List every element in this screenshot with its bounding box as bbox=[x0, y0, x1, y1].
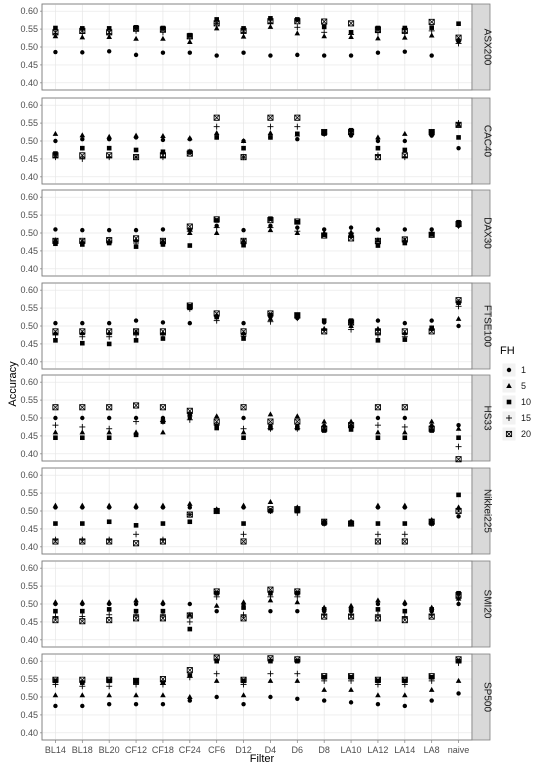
y-tick-label: 0.55 bbox=[20, 488, 38, 499]
y-tick-label: 0.60 bbox=[20, 6, 38, 17]
x-tick-label: LA12 bbox=[367, 745, 389, 755]
data-point bbox=[107, 342, 112, 347]
y-tick-label: 0.40 bbox=[20, 171, 38, 182]
x-tick-label: CF6 bbox=[208, 745, 226, 755]
x-tick-label: CF12 bbox=[125, 745, 148, 755]
y-tick-label: 0.50 bbox=[20, 692, 38, 702]
data-point bbox=[429, 698, 433, 702]
data-point bbox=[376, 227, 380, 231]
data-point bbox=[456, 691, 460, 695]
data-point bbox=[241, 228, 245, 232]
data-point bbox=[268, 135, 273, 140]
x-tick-label: BL18 bbox=[71, 745, 93, 755]
y-tick-label: 0.45 bbox=[20, 616, 38, 627]
legend-label: 15 bbox=[521, 413, 532, 423]
data-point bbox=[80, 521, 85, 526]
y-tick-label: 0.45 bbox=[20, 709, 38, 720]
data-point bbox=[349, 700, 353, 704]
data-point bbox=[134, 228, 138, 232]
data-point bbox=[53, 50, 57, 54]
y-tick-label: 0.40 bbox=[20, 263, 38, 274]
data-point bbox=[349, 53, 353, 57]
data-point bbox=[80, 137, 84, 141]
data-point bbox=[53, 521, 58, 526]
panel-cac40 bbox=[20, 98, 492, 184]
data-point bbox=[403, 609, 408, 614]
data-point bbox=[107, 702, 111, 706]
data-point bbox=[241, 435, 246, 440]
data-point bbox=[107, 146, 112, 151]
data-point bbox=[53, 704, 57, 708]
y-tick-label: 0.60 bbox=[20, 285, 38, 296]
data-point bbox=[80, 321, 84, 325]
data-point bbox=[376, 435, 381, 440]
x-tick-label: D12 bbox=[235, 745, 252, 755]
x-tick-label: D6 bbox=[291, 745, 304, 755]
data-point bbox=[403, 704, 407, 708]
data-point bbox=[241, 416, 245, 420]
legend-marker bbox=[507, 400, 512, 405]
data-point bbox=[53, 338, 58, 343]
y-tick-label: 0.60 bbox=[20, 656, 38, 667]
data-point bbox=[161, 51, 165, 55]
x-tick-label: LA10 bbox=[340, 745, 362, 755]
strip-label: ASX200 bbox=[481, 28, 493, 66]
y-tick-label: 0.45 bbox=[20, 245, 38, 256]
y-tick-label: 0.50 bbox=[20, 413, 38, 423]
panel-hs33 bbox=[20, 375, 492, 462]
data-point bbox=[403, 416, 407, 420]
strip-label: Nikkei225 bbox=[481, 489, 493, 533]
strip-label: SMI20 bbox=[481, 589, 493, 619]
legend-entry-10 bbox=[502, 395, 531, 409]
data-point bbox=[429, 318, 433, 322]
data-point bbox=[403, 148, 408, 153]
y-tick-label: 0.60 bbox=[20, 470, 38, 481]
data-point bbox=[322, 53, 326, 57]
data-point bbox=[214, 53, 218, 57]
y-tick-label: 0.40 bbox=[20, 634, 38, 645]
data-point bbox=[107, 228, 111, 232]
data-point bbox=[322, 318, 327, 323]
data-point bbox=[241, 605, 246, 610]
y-tick-label: 0.45 bbox=[20, 338, 38, 349]
legend-label: 1 bbox=[521, 365, 527, 375]
data-point bbox=[134, 148, 139, 153]
y-tick-label: 0.60 bbox=[20, 563, 38, 574]
y-tick-label: 0.40 bbox=[20, 77, 38, 88]
y-tick-label: 0.55 bbox=[20, 581, 38, 592]
data-point bbox=[53, 435, 58, 440]
y-tick-label: 0.50 bbox=[20, 42, 38, 52]
x-tick-label: LA14 bbox=[394, 745, 416, 755]
data-point bbox=[107, 321, 111, 325]
y-tick-label: 0.50 bbox=[20, 599, 38, 609]
data-point bbox=[403, 321, 407, 325]
data-point bbox=[161, 521, 166, 526]
x-tick-label: BL14 bbox=[44, 745, 66, 755]
legend-entry-15 bbox=[502, 411, 531, 425]
data-point bbox=[429, 607, 434, 612]
panel-dax30 bbox=[20, 190, 492, 276]
data-point bbox=[376, 607, 381, 612]
data-point bbox=[188, 51, 192, 55]
data-point bbox=[214, 609, 218, 613]
x-tick-label: D8 bbox=[318, 745, 330, 755]
data-point bbox=[161, 227, 165, 231]
data-point bbox=[456, 21, 461, 26]
y-tick-label: 0.50 bbox=[20, 321, 38, 331]
data-point bbox=[80, 50, 84, 54]
y-tick-label: 0.50 bbox=[20, 228, 38, 238]
legend-label: 20 bbox=[521, 429, 532, 439]
data-point bbox=[107, 416, 111, 420]
data-point bbox=[268, 53, 272, 57]
data-point bbox=[188, 243, 193, 248]
y-tick-label: 0.60 bbox=[20, 192, 38, 203]
x-tick-label: naive bbox=[447, 745, 470, 755]
data-point bbox=[429, 53, 433, 57]
x-tick-label: BL20 bbox=[98, 745, 120, 755]
legend bbox=[500, 345, 531, 441]
legend-label: 10 bbox=[521, 397, 532, 407]
data-point bbox=[322, 698, 326, 702]
data-point bbox=[376, 521, 381, 526]
data-point bbox=[161, 138, 165, 142]
data-point bbox=[188, 321, 192, 325]
data-point bbox=[134, 318, 138, 322]
y-axis-title: Accuracy bbox=[7, 361, 19, 407]
y-tick-label: 0.60 bbox=[20, 100, 38, 111]
y-tick-label: 0.45 bbox=[20, 430, 38, 441]
y-tick-label: 0.55 bbox=[20, 118, 38, 129]
data-point bbox=[241, 702, 245, 706]
data-point bbox=[376, 602, 380, 606]
y-tick-label: 0.40 bbox=[20, 727, 38, 738]
data-point bbox=[456, 146, 460, 150]
strip-label: DAX30 bbox=[481, 217, 493, 249]
data-point bbox=[241, 146, 246, 151]
data-point bbox=[241, 521, 246, 526]
x-tick-label: D4 bbox=[264, 745, 277, 755]
data-point bbox=[376, 338, 381, 343]
data-point bbox=[80, 146, 85, 151]
data-point bbox=[134, 702, 138, 706]
data-point bbox=[214, 695, 218, 699]
strip-label: CAC40 bbox=[481, 124, 493, 158]
strip-label: HS33 bbox=[481, 405, 493, 431]
data-point bbox=[241, 51, 245, 55]
data-point bbox=[80, 609, 85, 614]
x-axis-title: Filter bbox=[249, 753, 275, 765]
data-point bbox=[376, 702, 380, 706]
data-point bbox=[456, 514, 460, 518]
y-tick-label: 0.55 bbox=[20, 395, 38, 406]
data-point bbox=[456, 493, 461, 498]
data-point bbox=[268, 695, 272, 699]
data-point bbox=[134, 338, 139, 343]
data-point bbox=[376, 318, 380, 322]
data-point bbox=[134, 53, 138, 57]
data-point bbox=[268, 609, 272, 613]
y-tick-label: 0.55 bbox=[20, 303, 38, 314]
legend-title: FH bbox=[500, 345, 515, 357]
legend-entry-5 bbox=[502, 379, 526, 393]
data-point bbox=[403, 435, 408, 440]
x-tick-label: CF24 bbox=[178, 745, 201, 755]
panel-ftse100 bbox=[20, 283, 492, 369]
data-point bbox=[456, 324, 460, 328]
data-point bbox=[349, 225, 353, 229]
strip-label: SP500 bbox=[481, 681, 493, 713]
y-tick-label: 0.45 bbox=[20, 523, 38, 534]
y-tick-label: 0.60 bbox=[20, 377, 38, 388]
data-point bbox=[456, 602, 460, 606]
data-point bbox=[53, 321, 57, 325]
data-point bbox=[241, 321, 245, 325]
data-point bbox=[161, 320, 165, 324]
data-point bbox=[161, 702, 165, 706]
data-point bbox=[188, 505, 192, 509]
y-tick-label: 0.45 bbox=[20, 153, 38, 164]
data-point bbox=[295, 137, 299, 141]
data-point bbox=[295, 609, 299, 613]
data-point bbox=[456, 135, 461, 140]
data-point bbox=[188, 602, 192, 606]
data-point bbox=[80, 341, 85, 346]
data-point bbox=[188, 519, 193, 524]
data-point bbox=[188, 627, 193, 632]
data-point bbox=[403, 49, 407, 53]
x-tick-label: LA8 bbox=[423, 745, 440, 755]
data-point bbox=[349, 607, 354, 612]
data-point bbox=[322, 607, 327, 612]
data-point bbox=[134, 523, 139, 528]
data-point bbox=[376, 139, 380, 143]
y-tick-label: 0.40 bbox=[20, 448, 38, 459]
legend-entry-20 bbox=[502, 427, 531, 441]
data-point bbox=[80, 228, 84, 232]
y-tick-label: 0.45 bbox=[20, 59, 38, 70]
data-point bbox=[295, 697, 299, 701]
data-point bbox=[134, 433, 139, 438]
y-tick-label: 0.55 bbox=[20, 674, 38, 685]
data-point bbox=[376, 146, 381, 151]
panel-nikkei225 bbox=[20, 468, 492, 554]
data-point bbox=[376, 416, 380, 420]
data-point bbox=[322, 25, 327, 30]
panel-asx200 bbox=[20, 4, 492, 90]
y-tick-label: 0.50 bbox=[20, 136, 38, 146]
data-point bbox=[295, 53, 299, 57]
data-point bbox=[53, 609, 58, 614]
data-point bbox=[403, 521, 408, 526]
data-point bbox=[214, 135, 219, 140]
panel-sp500 bbox=[20, 654, 492, 740]
data-point bbox=[53, 416, 57, 420]
legend-label: 5 bbox=[521, 381, 527, 391]
y-tick-label: 0.40 bbox=[20, 356, 38, 367]
data-point bbox=[107, 435, 112, 440]
data-point bbox=[134, 602, 138, 606]
data-point bbox=[80, 704, 84, 708]
y-tick-label: 0.55 bbox=[20, 210, 38, 221]
data-point bbox=[107, 49, 111, 53]
data-point bbox=[456, 435, 461, 440]
data-point bbox=[295, 132, 300, 137]
data-point bbox=[80, 435, 85, 440]
panels-layer bbox=[20, 4, 492, 740]
data-point bbox=[376, 51, 380, 55]
strip-label: FTSE100 bbox=[481, 304, 493, 348]
data-point bbox=[107, 519, 112, 524]
data-point bbox=[53, 227, 57, 231]
legend-marker bbox=[507, 368, 511, 372]
x-tick-label: CF18 bbox=[151, 745, 174, 755]
legend-entry-1 bbox=[502, 363, 526, 377]
y-tick-label: 0.55 bbox=[20, 24, 38, 35]
data-point bbox=[53, 139, 57, 143]
y-tick-label: 0.40 bbox=[20, 541, 38, 552]
data-point bbox=[403, 139, 407, 143]
data-point bbox=[188, 698, 192, 702]
data-point bbox=[80, 416, 84, 420]
data-point bbox=[107, 607, 112, 612]
data-point bbox=[403, 227, 407, 231]
y-tick-label: 0.50 bbox=[20, 506, 38, 516]
panel-smi20 bbox=[20, 561, 492, 647]
